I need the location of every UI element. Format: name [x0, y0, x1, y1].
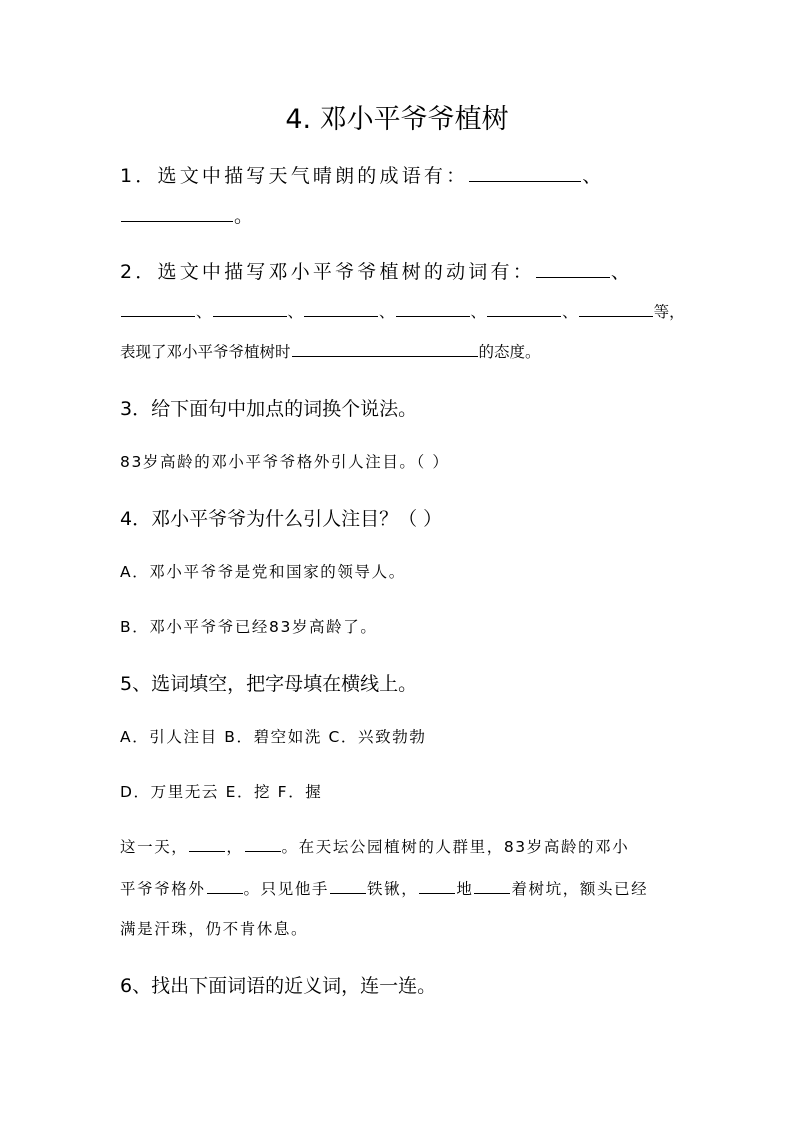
fill-paragraph-line-3: 满是汗珠，仍不肯休息。	[120, 920, 309, 938]
answer-blank[interactable]	[304, 315, 378, 317]
answer-blank[interactable]	[121, 315, 195, 317]
paragraph-text: 这一天，	[120, 838, 189, 856]
answer-blank[interactable]	[536, 276, 610, 278]
answer-blank[interactable]	[207, 892, 243, 894]
answer-blank[interactable]	[330, 892, 366, 894]
fill-paragraph-line-2	[120, 877, 648, 901]
question-2-text: 2．选文中描写邓小平爷爷植树的动词有：	[120, 261, 535, 283]
answer-blank[interactable]	[469, 180, 581, 182]
separator: 、	[582, 165, 605, 187]
paragraph-text: 。只见他手	[243, 880, 330, 898]
fill-paragraph-line-1	[120, 835, 629, 859]
separator: 、	[470, 303, 487, 321]
question-1	[120, 162, 605, 190]
answer-blank[interactable]	[579, 315, 653, 317]
separator: 、	[379, 303, 395, 321]
page-title: 4. 邓小平爷爷植树	[285, 104, 509, 135]
paragraph-text: 铁锹，	[367, 880, 419, 898]
paragraph-text: 着树坑，额头已经	[511, 880, 649, 898]
question-2-line-3	[120, 340, 541, 364]
answer-blank[interactable]	[474, 892, 510, 894]
answer-blank[interactable]	[121, 220, 233, 222]
word-options-1: A．引人注目 B．碧空如洗 C．兴致勃勃	[120, 728, 427, 746]
deng-text: 等，	[653, 303, 685, 321]
answer-blank[interactable]	[292, 355, 478, 357]
question-5: 5、选词填空，把字母填在横线上。	[120, 673, 418, 695]
separator: 、	[562, 303, 578, 321]
answer-blank[interactable]	[419, 892, 455, 894]
question-3-sentence: 83岁高龄的邓小平爷爷格外引人注目。（ ）	[120, 453, 450, 471]
question-6: 6、找出下面词语的近义词，连一连。	[120, 975, 437, 997]
paragraph-text: 。在天坛公园植树的人群里，83岁高龄的邓小	[281, 838, 630, 856]
question-1-text: 1．选文中描写天气晴朗的成语有：	[120, 165, 469, 187]
option-a: A．邓小平爷爷是党和国家的领导人。	[120, 563, 406, 581]
answer-blank[interactable]	[396, 315, 470, 317]
paragraph-text: ，	[226, 838, 244, 856]
separator: 、	[610, 261, 634, 283]
attitude-prefix: 表现了邓小平爷爷植树时	[120, 343, 291, 361]
question-2-line-2	[120, 300, 685, 324]
end-mark: 。	[234, 205, 254, 227]
paragraph-text: 平爷爷格外	[120, 880, 206, 898]
question-3: 3．给下面句中加点的词换个说法。	[120, 398, 418, 420]
question-1-line-2	[120, 202, 253, 230]
answer-blank[interactable]	[487, 315, 561, 317]
question-2	[120, 258, 633, 286]
word-options-2: D．万里无云 E．挖 F．握	[120, 783, 323, 801]
question-4: 4．邓小平爷爷为什么引人注目？（ ）	[120, 508, 443, 530]
answer-blank[interactable]	[213, 315, 287, 317]
separator: 、	[287, 303, 304, 321]
separator: 、	[196, 303, 212, 321]
answer-blank[interactable]	[245, 850, 281, 852]
paragraph-text: 地	[456, 880, 474, 898]
option-b: B．邓小平爷爷已经83岁高龄了。	[120, 618, 378, 636]
answer-blank[interactable]	[189, 850, 225, 852]
attitude-suffix: 的态度。	[478, 343, 541, 361]
